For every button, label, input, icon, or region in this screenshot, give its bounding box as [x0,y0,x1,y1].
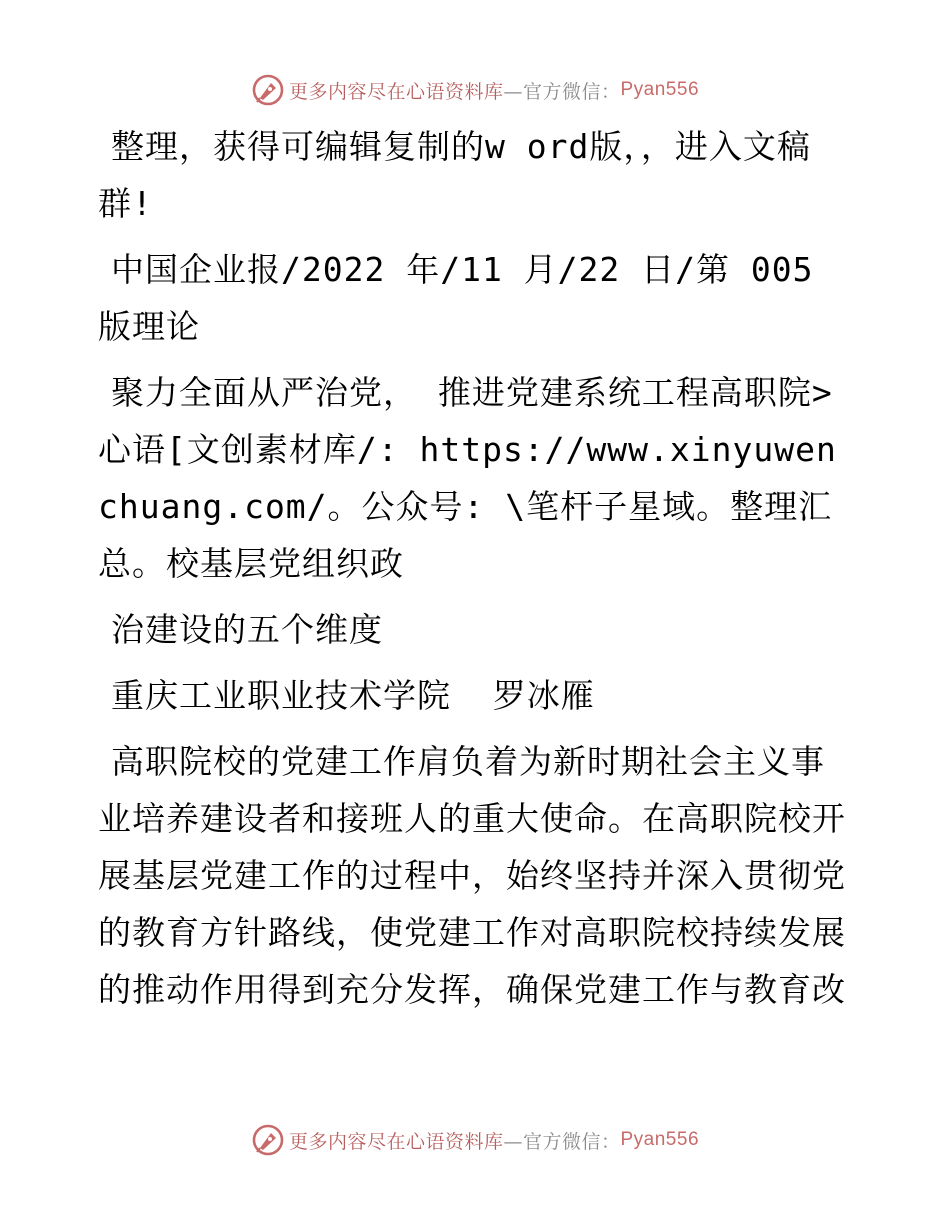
footer-watermark [0,1120,950,1160]
paragraph-title: 聚力全面从严治党， 推进党建系统工程高职院>心语[文创素材库/: https://www.xinyuwenchuang.com/。公众号: \笔杆子星域。整理汇总。校基层党组织政 [98,373,837,583]
header-watermark [0,70,950,110]
watermark-separator: —官方微信： [503,1130,621,1153]
watermark-text: 更多内容尽在心语资料库 [288,80,504,103]
pen-nib-logo-icon [251,1123,285,1157]
paragraph-source: 中国企业报/2022 年/11 月/22 日/第 005 版理论 [98,250,835,346]
paragraph-author: 重庆工业职业技术学院 罗冰雁 [111,676,595,715]
pen-nib-logo-icon [251,73,285,107]
watermark-separator: —官方微信： [503,80,621,103]
paragraph-title-cont: 治建设的五个维度 [111,610,383,649]
paragraph-body: 高职院校的党建工作肩负着为新时期社会主义事业培养建设者和接班人的重大使命。在高职院校开展基层党建工作的过程中，始终坚持并深入贯彻党的教育方针路线，使党建工作对高职院校持续发展的推动作用得到充分发挥，确保党建工作与教育改 [98,742,846,1009]
paragraph-intro: 整理，获得可编辑复制的w ord版，，进入文稿群! [98,127,811,223]
watermark-wechat-id: Pyan556 [620,1129,700,1150]
watermark-text: 更多内容尽在心语资料库 [288,1130,504,1153]
watermark-wechat-id: Pyan556 [620,79,700,100]
document-body [98,118,850,1018]
